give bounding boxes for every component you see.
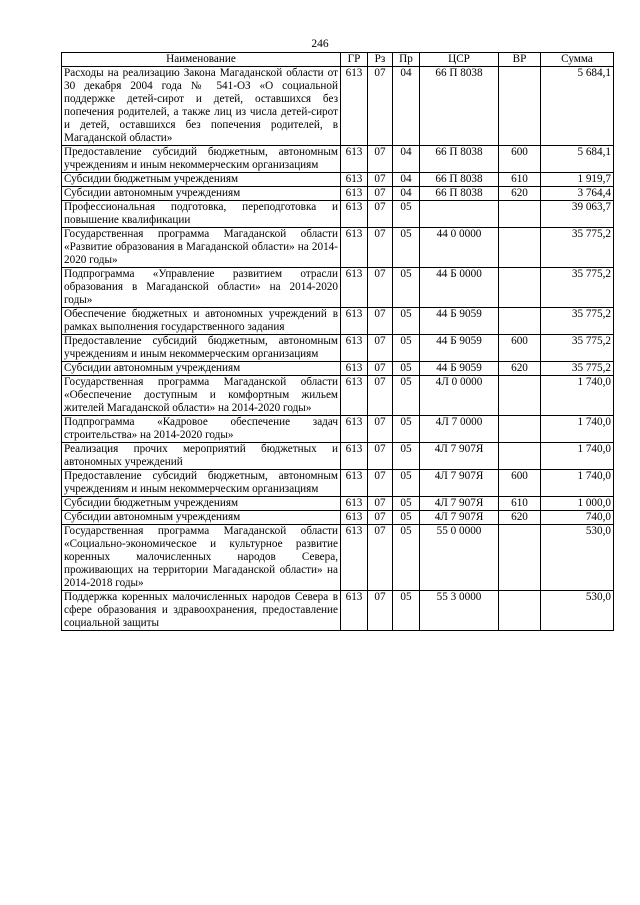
cell-sum: 35 775,2 [541,335,614,362]
cell-rz: 07 [368,308,393,335]
cell-rz: 07 [368,67,393,146]
table-row [62,187,614,201]
cell-rz: 07 [368,376,393,416]
cell-rz: 07 [368,470,393,497]
table-row [62,362,614,376]
table-row [62,228,614,268]
cell-vr [499,67,541,146]
cell-sum: 35 775,2 [541,268,614,308]
cell-pr: 05 [393,416,420,443]
cell-sum: 5 684,1 [541,67,614,146]
cell-csr: 44 Б 9059 [420,308,499,335]
cell-pr: 05 [393,201,420,228]
cell-name: Субсидии автономным учреждениям [62,362,341,376]
cell-rz: 07 [368,335,393,362]
cell-csr: 66 П 8038 [420,173,499,187]
cell-rz: 07 [368,497,393,511]
table-row [62,416,614,443]
cell-gr: 613 [341,335,368,362]
cell-sum: 39 063,7 [541,201,614,228]
cell-sum: 1 000,0 [541,497,614,511]
cell-rz: 07 [368,146,393,173]
cell-sum: 1 919,7 [541,173,614,187]
cell-rz: 07 [368,187,393,201]
cell-pr: 05 [393,511,420,525]
cell-gr: 613 [341,511,368,525]
cell-csr: 55 3 0000 [420,591,499,631]
cell-csr: 44 Б 9059 [420,362,499,376]
cell-vr: 610 [499,497,541,511]
cell-pr: 05 [393,443,420,470]
cell-rz: 07 [368,416,393,443]
table-row [62,376,614,416]
cell-vr: 620 [499,187,541,201]
cell-csr: 66 П 8038 [420,146,499,173]
cell-gr: 613 [341,591,368,631]
cell-vr: 620 [499,362,541,376]
cell-sum: 5 684,1 [541,146,614,173]
header-sum: Сумма [541,53,614,67]
cell-pr: 04 [393,173,420,187]
cell-csr: 44 Б 9059 [420,335,499,362]
cell-vr [499,268,541,308]
cell-rz: 07 [368,591,393,631]
cell-sum: 1 740,0 [541,470,614,497]
table-row [62,67,614,146]
page-number: 246 [311,38,329,50]
cell-gr: 613 [341,228,368,268]
header-rz: Рз [368,53,393,67]
cell-csr: 55 0 0000 [420,525,499,591]
cell-name: Субсидии бюджетным учреждениям [62,497,341,511]
cell-csr: 4Л 7 907Я [420,470,499,497]
cell-csr: 4Л 7 907Я [420,497,499,511]
cell-gr: 613 [341,497,368,511]
cell-vr: 620 [499,511,541,525]
cell-name: Реализация прочих мероприятий бюджетных и автономных учреждений [62,443,341,470]
cell-name: Субсидии автономным учреждениям [62,511,341,525]
cell-pr: 05 [393,376,420,416]
cell-csr: 4Л 0 0000 [420,376,499,416]
cell-vr: 600 [499,335,541,362]
cell-pr: 05 [393,497,420,511]
cell-sum: 740,0 [541,511,614,525]
cell-sum: 35 775,2 [541,308,614,335]
table-row [62,173,614,187]
cell-gr: 613 [341,362,368,376]
cell-csr: 4Л 7 907Я [420,511,499,525]
table-row [62,268,614,308]
cell-pr: 04 [393,187,420,201]
header-pr: Пр [393,53,420,67]
cell-gr: 613 [341,416,368,443]
table-row [62,201,614,228]
cell-vr: 600 [499,470,541,497]
cell-name: Субсидии автономным учреждениям [62,187,341,201]
cell-rz: 07 [368,268,393,308]
cell-csr: 4Л 7 0000 [420,416,499,443]
cell-rz: 07 [368,228,393,268]
cell-rz: 07 [368,201,393,228]
cell-rz: 07 [368,362,393,376]
cell-gr: 613 [341,470,368,497]
cell-name: Поддержка коренных малочисленных народов Севера в сфере образования и здравоохранения, предоставление социальной защиты [62,591,341,631]
cell-name: Расходы на реализацию Закона Магаданской области от 30 декабря 2004 года № 541-ОЗ «О социальной поддержке детей-сирот и детей, оставшихся без попечения родителей, а также лиц из числа детей-сирот и детей, оставшихся без попечения родителей, в Магаданской области» [62,67,341,146]
table-row [62,525,614,591]
cell-vr: 600 [499,146,541,173]
cell-sum: 3 764,4 [541,187,614,201]
cell-vr [499,416,541,443]
cell-gr: 613 [341,525,368,591]
table-body [62,67,614,631]
cell-gr: 613 [341,308,368,335]
table-row [62,591,614,631]
cell-gr: 613 [341,173,368,187]
cell-pr: 04 [393,146,420,173]
cell-name: Предоставление субсидий бюджетным, автономным учреждениям и иным некоммерческим организациям [62,335,341,362]
cell-vr [499,591,541,631]
table-row [62,497,614,511]
table-row [62,511,614,525]
cell-name: Субсидии бюджетным учреждениям [62,173,341,187]
cell-csr: 4Л 7 907Я [420,443,499,470]
table-row [62,308,614,335]
cell-sum: 35 775,2 [541,228,614,268]
cell-name: Государственная программа Магаданской области «Социально-экономическое и культурное развитие коренных малочисленных народов Севера, проживающих на территории Магаданской области» на 2014-2018 годы» [62,525,341,591]
header-vr: ВР [499,53,541,67]
cell-gr: 613 [341,146,368,173]
cell-sum: 1 740,0 [541,416,614,443]
cell-gr: 613 [341,187,368,201]
cell-vr [499,376,541,416]
cell-vr [499,525,541,591]
cell-vr: 610 [499,173,541,187]
cell-pr: 05 [393,525,420,591]
cell-sum: 530,0 [541,591,614,631]
cell-name: Профессиональная подготовка, переподготовка и повышение квалификации [62,201,341,228]
cell-sum: 35 775,2 [541,362,614,376]
cell-name: Подпрограмма «Управление развитием отрасли образования в Магаданской области» на 2014-2020 годы» [62,268,341,308]
cell-pr: 04 [393,67,420,146]
cell-rz: 07 [368,173,393,187]
cell-vr [499,228,541,268]
cell-name: Обеспечение бюджетных и автономных учреждений в рамках выполнения государственного задания [62,308,341,335]
cell-pr: 05 [393,228,420,268]
header-csr: ЦСР [420,53,499,67]
cell-pr: 05 [393,470,420,497]
cell-csr: 44 Б 0000 [420,268,499,308]
cell-vr [499,443,541,470]
cell-csr: 66 П 8038 [420,187,499,201]
cell-vr [499,201,541,228]
cell-name: Государственная программа Магаданской области «Развитие образования в Магаданской области» на 2014-2020 годы» [62,228,341,268]
cell-rz: 07 [368,511,393,525]
cell-name: Предоставление субсидий бюджетным, автономным учреждениям и иным некоммерческим организациям [62,470,341,497]
budget-table [61,52,614,631]
cell-gr: 613 [341,201,368,228]
cell-pr: 05 [393,591,420,631]
table-row [62,470,614,497]
cell-name: Подпрограмма «Кадровое обеспечение задач строительства» на 2014-2020 годы» [62,416,341,443]
table-header-row [62,53,614,67]
cell-rz: 07 [368,525,393,591]
cell-sum: 530,0 [541,525,614,591]
cell-gr: 613 [341,443,368,470]
header-name: Наименование [62,53,341,67]
cell-csr [420,201,499,228]
cell-csr: 44 0 0000 [420,228,499,268]
cell-name: Государственная программа Магаданской области «Обеспечение доступным и комфортным жильем жителей Магаданской области» на 2014-2020 годы» [62,376,341,416]
table-row [62,443,614,470]
cell-gr: 613 [341,67,368,146]
cell-pr: 05 [393,362,420,376]
cell-name: Предоставление субсидий бюджетным, автономным учреждениям и иным некоммерческим организациям [62,146,341,173]
cell-csr: 66 П 8038 [420,67,499,146]
cell-pr: 05 [393,308,420,335]
cell-vr [499,308,541,335]
header-gr: ГР [341,53,368,67]
cell-gr: 613 [341,376,368,416]
table-row [62,335,614,362]
cell-sum: 1 740,0 [541,376,614,416]
cell-pr: 05 [393,268,420,308]
cell-pr: 05 [393,335,420,362]
table-row [62,146,614,173]
cell-sum: 1 740,0 [541,443,614,470]
cell-gr: 613 [341,268,368,308]
cell-rz: 07 [368,443,393,470]
